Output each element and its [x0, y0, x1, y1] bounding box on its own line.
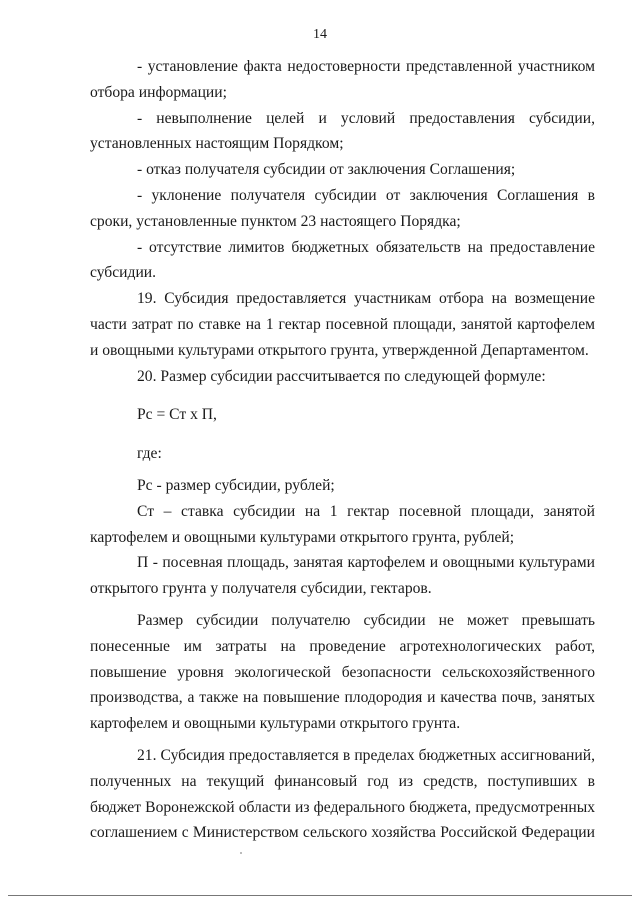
subsidy-limit-paragraph: Размер субсидии получателю субсидии не может превышать понесенные им затраты на проведение агротехнологических работ, повышение уровня экологической безопасности сельскохозяйственного производства, а также на повышение плодородия и качества почв, занятых картофелем и овощными культурами открытого грунта.	[90, 611, 595, 733]
list-item-evasion: - уклонение получателя субсидии от заключения Соглашения в сроки, установленные пунктом 23 настоящего Порядка;	[90, 186, 595, 230]
document-body	[90, 54, 595, 846]
list-item-unreliable-info: - установление факта недостоверности представленной участником отбора информации;	[90, 58, 595, 101]
where-label: где:	[137, 445, 162, 463]
list-item-no-limits: - отсутствие лимитов бюджетных обязательств на предоставление субсидии.	[90, 238, 595, 282]
clause-21: 21. Субсидия предоставляется в пределах бюджетных ассигнований, полученных на текущий финансовый год из средств, поступивших в бюджет Воронежской области из федерального бюджета, предусмотренных соглашением с Министерством сельского хозяйства Российской Федерации	[90, 746, 595, 842]
formula-block	[90, 389, 595, 473]
definition-st: Ст – ставка субсидии на 1 гектар посевной площади, занятой картофелем и овощными культурами открытого грунта, рублей;	[90, 502, 595, 546]
clause-19: 19. Субсидия предоставляется участникам отбора на возмещение части затрат по ставке на 1 гектар посевной площади, занятой картофелем и овощными культурами открытого грунта, утвержденной Департаментом.	[90, 290, 595, 359]
scan-dot	[240, 852, 242, 854]
definition-rs: Рс - размер субсидии, рублей;	[137, 476, 335, 494]
list-item-non-fulfillment: - невыполнение целей и условий предоставления субсидии, установленных настоящим Порядком;	[90, 109, 595, 153]
formula: Рс = Ст х П,	[137, 406, 217, 424]
clause-20: 20. Размер субсидии рассчитывается по следующей формуле:	[137, 367, 546, 385]
page-bottom-edge	[8, 895, 632, 896]
page-number: 14	[313, 27, 327, 42]
list-item-refusal: - отказ получателя субсидии от заключения Соглашения;	[137, 161, 516, 179]
definition-p: П - посевная площадь, занятая картофелем и овощными культурами открытого грунта у получателя субсидии, гектаров.	[90, 554, 595, 598]
